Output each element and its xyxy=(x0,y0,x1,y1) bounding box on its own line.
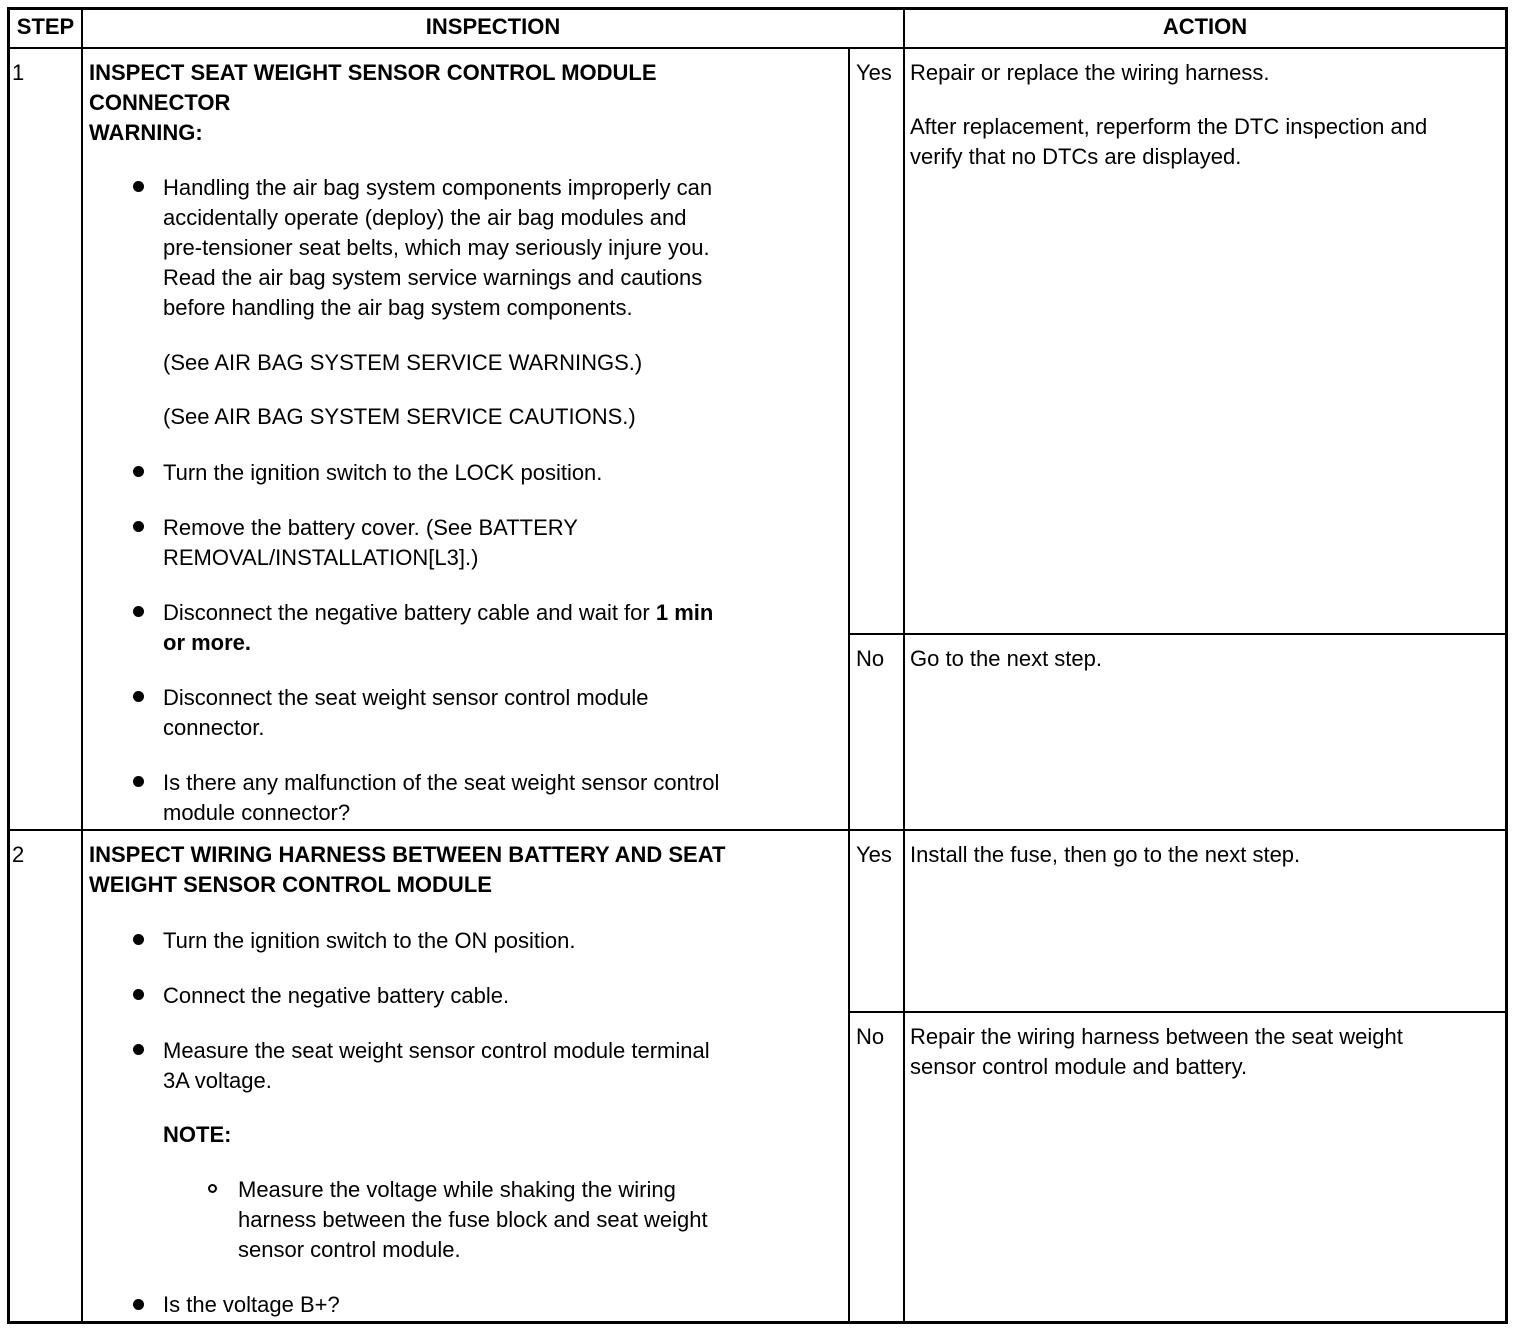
step-number: 1 xyxy=(12,60,25,85)
no-label: No xyxy=(856,646,885,671)
yes-action: Repair or replace the wiring harness. xyxy=(910,60,1270,85)
instruction-text: 3A voltage. xyxy=(163,1068,272,1093)
divider-row xyxy=(7,829,1508,831)
instruction-text: Remove the battery cover. (See BATTERY xyxy=(163,515,578,540)
no-label: No xyxy=(856,1024,885,1049)
instruction-text: Disconnect the seat weight sensor control module xyxy=(163,685,649,710)
bullet-icon xyxy=(133,934,144,945)
yes-action: verify that no DTCs are displayed. xyxy=(910,144,1242,169)
question-text: Is the voltage B+? xyxy=(163,1292,340,1317)
step-title-line: WEIGHT SENSOR CONTROL MODULE xyxy=(89,872,492,897)
yes-action: Install the fuse, then go to the next step. xyxy=(910,842,1301,867)
warning-text: pre-tensioner seat belts, which may seriously injure you. xyxy=(163,235,710,260)
sub-bullet-icon xyxy=(208,1184,217,1193)
bullet-icon xyxy=(133,1044,144,1055)
note-text: harness between the fuse block and seat weight xyxy=(238,1207,708,1232)
yes-label: Yes xyxy=(856,60,892,85)
instruction-text: REMOVAL/INSTALLATION[L3].) xyxy=(163,545,479,570)
divider-row2-yesno xyxy=(848,1011,1508,1013)
bullet-icon xyxy=(133,776,144,787)
divider-step-col xyxy=(81,7,83,1324)
bullet-icon xyxy=(133,181,144,192)
bullet-icon xyxy=(133,1299,144,1310)
bullet-icon xyxy=(133,606,144,617)
warning-label: WARNING: xyxy=(89,120,203,145)
no-action: sensor control module and battery. xyxy=(910,1054,1248,1079)
divider-row1-yesno xyxy=(848,633,1508,635)
instruction-text-plain: Disconnect the negative battery cable and wait for xyxy=(163,600,656,625)
warning-text: Handling the air bag system components improperly can xyxy=(163,175,713,200)
instruction-text-bold: 1 min xyxy=(655,600,714,625)
question-text: Is there any malfunction of the seat weight sensor control xyxy=(163,770,720,795)
instruction-text: Connect the negative battery cable. xyxy=(163,983,510,1008)
instruction-text-bold: or more. xyxy=(163,630,252,655)
step-number: 2 xyxy=(12,842,25,867)
note-text: Measure the voltage while shaking the wiring xyxy=(238,1177,676,1202)
bullet-icon xyxy=(133,466,144,477)
step-title-line: INSPECT SEAT WEIGHT SENSOR CONTROL MODULE xyxy=(89,60,657,85)
bullet-icon xyxy=(133,521,144,532)
question-text: module connector? xyxy=(163,800,351,825)
step-title-line: CONNECTOR xyxy=(89,90,231,115)
warning-text: Read the air bag system service warnings and cautions xyxy=(163,265,703,290)
note-label: NOTE: xyxy=(163,1122,232,1147)
header-inspection: INSPECTION xyxy=(425,14,561,39)
note-text: sensor control module. xyxy=(238,1237,461,1262)
see-warnings-link[interactable]: (See AIR BAG SYSTEM SERVICE WARNINGS.) xyxy=(163,350,643,375)
instruction-text: Turn the ignition switch to the ON position. xyxy=(163,928,576,953)
warning-text: before handling the air bag system components. xyxy=(163,295,633,320)
instruction-text: Measure the seat weight sensor control module terminal xyxy=(163,1038,710,1063)
bullet-icon xyxy=(133,989,144,1000)
divider-yesno-col xyxy=(848,48,850,1324)
instruction-text: Turn the ignition switch to the LOCK position. xyxy=(163,460,603,485)
warning-text: accidentally operate (deploy) the air bag modules and xyxy=(163,205,687,230)
no-action: Go to the next step. xyxy=(910,646,1103,671)
see-cautions-link[interactable]: (See AIR BAG SYSTEM SERVICE CAUTIONS.) xyxy=(163,404,636,429)
step-title-line: INSPECT WIRING HARNESS BETWEEN BATTERY AND SEAT xyxy=(89,842,726,867)
instruction-text: connector. xyxy=(163,715,265,740)
header-step: STEP xyxy=(16,14,75,39)
yes-action: After replacement, reperform the DTC inspection and xyxy=(910,114,1428,139)
no-action: Repair the wiring harness between the seat weight xyxy=(910,1024,1403,1049)
bullet-icon xyxy=(133,691,144,702)
header-action: ACTION xyxy=(1162,14,1248,39)
divider-inspection-col xyxy=(903,7,905,1324)
yes-label: Yes xyxy=(856,842,892,867)
divider-header xyxy=(7,47,1508,49)
instruction-text xyxy=(163,598,713,628)
